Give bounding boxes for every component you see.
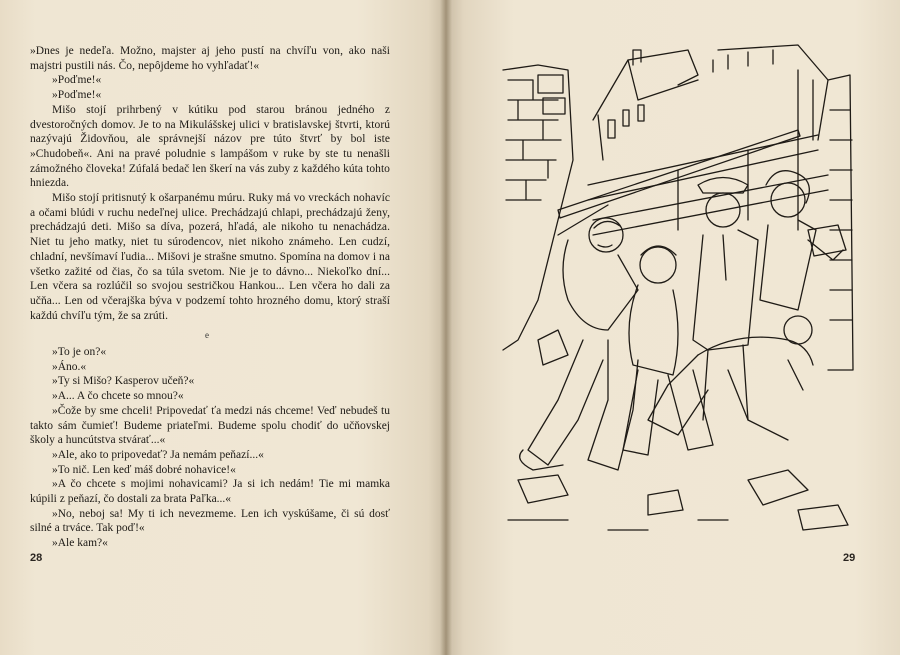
boys-in-street-illustration — [498, 40, 854, 540]
dialogue-line: »A... A čo chcete so mnou?« — [52, 390, 184, 403]
text-block-top — [30, 44, 390, 323]
dialogue-line: »Čože by sme chceli! Pripovedať ťa medzi nás chceme! Veď nebudeš tu takto sám čumieť! Budeme priateľmi. Budeme spolu chodiť do učňovskej školy a huncútstva stvárať...« — [30, 404, 390, 447]
dialogue-line: »Ty si Mišo? Kasperov učeň?« — [52, 375, 195, 388]
brick-wall-right — [808, 75, 853, 370]
dialogue-line: »To je on?« — [52, 346, 107, 358]
dialogue-line: »Ale, ako to pripovedať? Ja nemám peňazí...« — [52, 448, 264, 461]
paragraph: »Dnes je nedeľa. Možno, majster aj jeho pustí na chvíľu von, ako naši majstri pustili nás. Čo, nepôjdeme ho vyhľadať!« — [30, 45, 390, 72]
left-page — [0, 0, 446, 655]
right-page — [446, 0, 900, 655]
paragraph: Mišo stojí pritisnutý k ošarpanému múru. Ruky má vo vreckách nohavíc a očami blúdi v ruchu nedeľnej ulice. Prechádzajú chlapi, prechádzajú ženy, prechádzajú deti. Mišo sa díva, pozerá, hľadá, ale nikoho tu nenachádza. Niet tu jeho matky, niet tu súrodencov, niet nikoho známeho. Len cudzí, chladní, nevšímaví ľudia... Mišovi je strašne smutno. Spomína na domov i na všetko zažité od čias, čo sa túla svetom. Nie je to dávno... Niekoľko dní... Len včera sa rozlúčil so svojou sestričkou Hankou... Len včera ho dali za učňa... Len od včerajška býva v podzemí tohto hrozného domu, ktorý straší každú chvíľu tým, že sa zrúti. — [30, 192, 390, 322]
dialogue-line: »Ale kam?« — [52, 537, 108, 550]
section-separator: e — [205, 330, 209, 340]
page-number-left: 28 — [30, 552, 43, 564]
boy-with-stick — [520, 205, 638, 470]
boy-bending — [648, 316, 813, 440]
dialogue-line: »No, neboj sa! My ti ich nevezmeme. Len ich vyskúšame, či sú dosť silné a trváce. Tak poď!« — [30, 507, 390, 535]
background-buildings — [593, 45, 828, 160]
paragraph: »Poďme!« — [52, 89, 102, 102]
paragraph: »Poďme!« — [52, 74, 102, 87]
ground-stones — [508, 330, 848, 530]
dialogue-line: »Áno.« — [52, 360, 87, 373]
text-block-dialogue — [30, 345, 390, 551]
paragraph: Mišo stojí prihrbený v kútiku pod starou bránou jedného z dvestoročných domov. Je to na Mikulášskej ulici v bratislavskej štvrti, ktorú nazývajú Židovňou, ale správnejší názov pre túto štvrť by bol iste »Chudobeň«. Ani na pravé poludnie s lampášom v ruke by ste tu nenašli zámožného človeka! Zúfalá bedač len škerí na vás zuby z každého kúta tohto hniezda. — [30, 103, 390, 190]
page-number-right: 29 — [843, 552, 856, 564]
brick-wall-left — [503, 65, 573, 350]
dialogue-line: »A čo chcete s mojimi nohavicami? Ja si ich nedám! Tie mi mamka kúpili z peňazí, čo dostali za brata Paľka...« — [30, 478, 390, 506]
book-gutter — [440, 0, 452, 655]
dialogue-line: »To nič. Len keď máš dobré nohavice!« — [52, 463, 236, 476]
boy-curly-hair — [760, 171, 843, 310]
